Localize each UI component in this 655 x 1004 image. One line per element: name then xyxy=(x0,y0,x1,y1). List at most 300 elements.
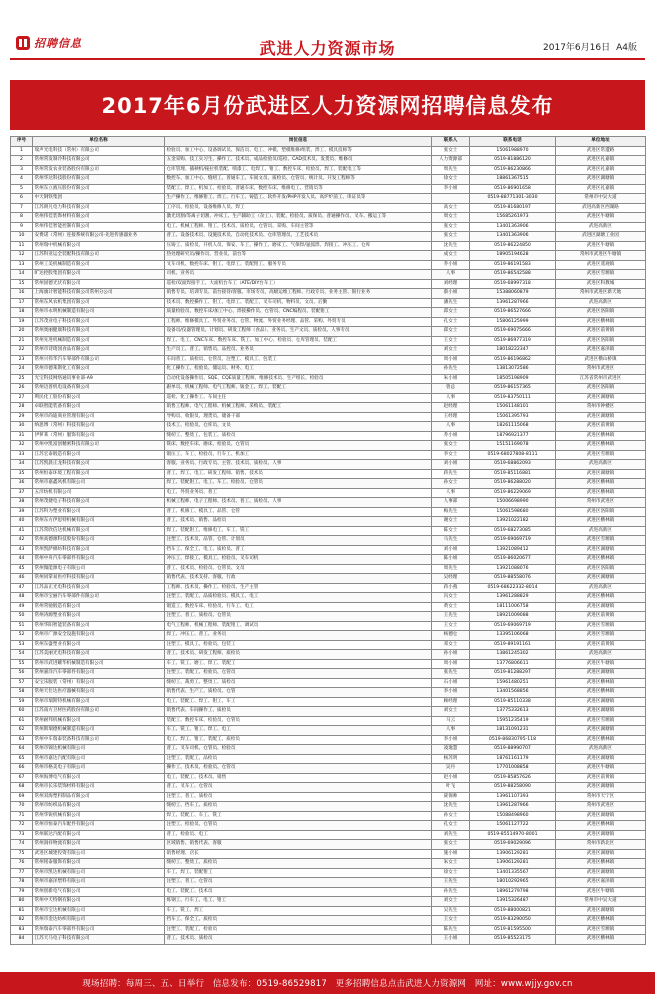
position-info: 缝纫工、裁剪工、整烫工、质检员 xyxy=(165,678,432,688)
contact-person: 乔小姐 xyxy=(432,431,470,441)
logo-text: 招聘信息 xyxy=(34,37,82,50)
table-row xyxy=(11,251,646,261)
company-address: 常州市武进区 xyxy=(556,498,646,508)
row-number: 74 xyxy=(11,840,33,850)
company-address: 武进区横林镇 xyxy=(556,688,646,698)
company-address: 武进区遥观镇 xyxy=(556,260,646,270)
contact-person: 高女士 xyxy=(432,203,470,213)
contact-person: 人事部 xyxy=(432,498,470,508)
contact-phone: 15088498960 xyxy=(470,811,556,821)
contact-person: 人事 xyxy=(432,422,470,432)
contact-person: 李小姐 xyxy=(432,184,470,194)
contact-phone: 18505198909 xyxy=(470,374,556,384)
company-name: 常州市金达纺织有限公司 xyxy=(33,916,165,926)
company-address: 常州市中吴大道 xyxy=(556,897,646,907)
contact-person: 刘小姐 xyxy=(432,460,470,470)
company-address: 武进区雪堰镇 xyxy=(556,270,646,280)
company-address: 武进区湖塘镇 xyxy=(556,574,646,584)
position-info: 电工、装配工、技术员 xyxy=(165,887,432,897)
table-row xyxy=(11,602,646,612)
contact-phone: 0519-85857626 xyxy=(470,773,556,783)
position-info: 质量检验员、数控车床/加工中心、焊接操作员、仓管员、CNC编程员、装配钳工 xyxy=(165,308,432,318)
company-address: 武进区牛塘镇 xyxy=(556,887,646,897)
row-number: 59 xyxy=(11,697,33,707)
company-name: 常州常驰锻造有限公司 xyxy=(33,602,165,612)
table-row xyxy=(11,393,646,403)
position-info: 焊工、装配钳工、电工、车工、检验员、仓管员 xyxy=(165,479,432,489)
contact-person: 王女士 xyxy=(432,916,470,926)
company-name: 武进区城建投资有限公司 xyxy=(33,849,165,859)
contact-phone: 15806125999 xyxy=(470,317,556,327)
contact-phone: 13906129281 xyxy=(470,859,556,869)
row-number: 72 xyxy=(11,821,33,831)
company-name: 江苏科为塑业有限公司 xyxy=(33,507,165,517)
contact-phone: 13961287966 xyxy=(470,298,556,308)
position-info: 普工、叉车工、仓管员 xyxy=(165,783,432,793)
row-number: 76 xyxy=(11,859,33,869)
company-name: 常州恒泰环境工程有限公司 xyxy=(33,469,165,479)
company-address: 武进高新区 xyxy=(556,298,646,308)
contact-person: 沈先生 xyxy=(432,802,470,812)
company-name: 常州市尚迪商业管理有限公司 xyxy=(33,412,165,422)
contact-phone: 13401335567 xyxy=(470,868,556,878)
contact-person: 周先生 xyxy=(432,165,470,175)
table-row xyxy=(11,536,646,546)
contact-phone: 15151169078 xyxy=(470,441,556,451)
footer-text: 现场招聘：每周三、五、日举行 信息发布：0519-86529817 更多招聘信息点击武进人力资源网 网址：www.wjjy.gov.cn xyxy=(82,979,573,989)
position-info: 冲压工、焊接工、模具工、检验员、叉车司机 xyxy=(165,555,432,565)
company-address: 武进区横山桥镇 xyxy=(556,355,646,365)
table-row xyxy=(11,308,646,318)
row-number: 8 xyxy=(11,213,33,223)
contact-phone: 0519-86527666 xyxy=(470,308,556,318)
company-name: 安费诺（常州）连接系统有限公司-先进传感器业务 xyxy=(33,232,165,242)
table-row xyxy=(11,897,646,907)
position-info: 区域销售、销售代表、客服 xyxy=(165,840,432,850)
header-positions: 岗位信息 xyxy=(165,137,432,147)
contact-person: 王先生 xyxy=(432,878,470,888)
company-address: 武进区雪堰镇 xyxy=(556,450,646,460)
contact-person: 凌逸慧 xyxy=(432,745,470,755)
row-number: 4 xyxy=(11,175,33,185)
table-row xyxy=(11,640,646,650)
company-name: 常州高德源科技股份有限公司 xyxy=(33,536,165,546)
contact-phone: 13915326487 xyxy=(470,897,556,907)
company-address: 武进区湖塘镇 xyxy=(556,783,646,793)
contact-person: 吴经理 xyxy=(432,574,470,584)
table-row xyxy=(11,726,646,736)
contact-phone: 0519-81595500 xyxy=(470,925,556,935)
company-name: 常州瑞中机械有限公司 xyxy=(33,241,165,251)
company-address: 武进区湖塘工业园 xyxy=(556,232,646,242)
position-info: 客服、业务员、行政专员、主管、技术员、质检员、人事 xyxy=(165,460,432,470)
contact-person: 石小姐 xyxy=(432,678,470,688)
position-info: 注塑工、装配工、品质检验员、模具工、电工 xyxy=(165,593,432,603)
row-number: 78 xyxy=(11,878,33,888)
company-name: 常州先进机械制造有限公司 xyxy=(33,336,165,346)
contact-person: 梅先生 xyxy=(432,507,470,517)
company-name: 常州东盛塑业有限公司 xyxy=(33,640,165,650)
contact-person: 陈先生 xyxy=(432,925,470,935)
row-number: 9 xyxy=(11,222,33,232)
company-address: 常州市钟楼区 xyxy=(556,403,646,413)
position-info: 普工、技术员、质检员 xyxy=(165,935,432,945)
company-name: 伊萝莱（常州）服饰有限公司 xyxy=(33,431,165,441)
company-name: 旷达控股集团有限公司 xyxy=(33,270,165,280)
contact-phone: 18010292965 xyxy=(470,878,556,888)
table-row xyxy=(11,735,646,745)
row-number: 49 xyxy=(11,602,33,612)
company-address: 常州市中吴大道 xyxy=(556,194,646,204)
position-info: 车间普工、质检员、仓管员、注塑工、模具工、包装工 xyxy=(165,355,432,365)
company-name: 瑞声光电科技（常州）有限公司 xyxy=(33,146,165,156)
contact-person: 人事 xyxy=(432,393,470,403)
position-info: 生产员工、普工、销售员、品控员、业务员 xyxy=(165,346,432,356)
contact-phone: 0519-68997318 xyxy=(470,279,556,289)
company-address: 武进区雪堰镇 xyxy=(556,536,646,546)
position-info: 缝纫工、整烫工、质检员 xyxy=(165,859,432,869)
job-table-wrap xyxy=(10,136,645,945)
company-name: 常州奥丽健康科技有限公司 xyxy=(33,327,165,337)
company-address: 武进区横林镇 xyxy=(556,678,646,688)
company-name: 常州市永明机械制造有限公司 xyxy=(33,308,165,318)
position-info: 技术员、数控操作工、钳工、电焊工、装配工、叉车司机、物料员、文员、后勤 xyxy=(165,298,432,308)
table-row xyxy=(11,545,646,555)
company-name: 常州市宝达机械有限公司 xyxy=(33,906,165,916)
company-name: 常州凯萨棉纺科技有限公司 xyxy=(33,545,165,555)
company-name: 卓联智能装备有限公司 xyxy=(33,403,165,413)
issue-page: A4版 xyxy=(616,43,637,53)
row-number: 61 xyxy=(11,716,33,726)
contact-phone: 0519-88558076 xyxy=(470,574,556,584)
position-info: 机械工程师、电子工程师、技术员、普工、质检员、人事 xyxy=(165,498,432,508)
position-info: 电工、外贸业务员、普工 xyxy=(165,488,432,498)
table-row xyxy=(11,365,646,375)
contact-person: 邱女士 xyxy=(432,327,470,337)
company-name: 常州市长乐装饰材料有限公司 xyxy=(33,783,165,793)
table-row xyxy=(11,403,646,413)
row-number: 60 xyxy=(11,707,33,717)
row-number: 52 xyxy=(11,631,33,641)
company-name: 常州市德莱斯化工有限公司 xyxy=(33,365,165,375)
contact-phone: 13861245302 xyxy=(470,650,556,660)
table-row xyxy=(11,327,646,337)
contact-person: 人力资源部 xyxy=(432,156,470,166)
company-name: 常州市武进耀华机械制造有限公司 xyxy=(33,659,165,669)
contact-person: 成女士 xyxy=(432,251,470,261)
position-info: 注塑工、普工、质检员 xyxy=(165,792,432,802)
company-address: 武进区牛塘镇 xyxy=(556,659,646,669)
contact-person: 陈女士 xyxy=(432,526,470,536)
company-name: 常州同掌易医疗科技有限公司 xyxy=(33,574,165,584)
position-info: 普工、叉车司机、仓管员、检验员 xyxy=(165,745,432,755)
contact-person: 李女士 xyxy=(432,450,470,460)
masthead-rule xyxy=(10,58,645,60)
contact-person: 王女士 xyxy=(432,336,470,346)
contact-person: 人事 xyxy=(432,726,470,736)
table-row xyxy=(11,878,646,888)
position-info: 电工、装配工、技术员、销售 xyxy=(165,773,432,783)
contact-person: 刘先生 xyxy=(432,830,470,840)
header-row xyxy=(11,137,646,147)
contact-person: 孙先生 xyxy=(432,887,470,897)
company-name: 江苏凯晨正龙科技有限公司 xyxy=(33,460,165,470)
position-info: 焊工、冲压工、普工、业务员 xyxy=(165,631,432,641)
company-address: 武进区湖塘镇 xyxy=(556,726,646,736)
row-number: 50 xyxy=(11,612,33,622)
position-info: 激光切割/等离子切割、冲床工、生产辅助工（杂工）、装配、检验员、质保员、普通操作员、叉车、搬运工等 xyxy=(165,213,432,223)
position-info: 工程师、维修模具工、外贸业务员、仓管、物流、外贸业务经理、品管、采购、外贸专员 xyxy=(165,317,432,327)
row-number: 3 xyxy=(11,165,33,175)
company-address: 常州市武进区牛塘镇 xyxy=(556,251,646,261)
company-name: 江苏品正光电科技有限公司 xyxy=(33,583,165,593)
row-number: 28 xyxy=(11,403,33,413)
table-row xyxy=(11,450,646,460)
contact-phone: 17701008858 xyxy=(470,764,556,774)
header-address: 单位地址 xyxy=(556,137,646,147)
row-number: 5 xyxy=(11,184,33,194)
position-info: 技术工、检验员、仓库员、文员 xyxy=(165,422,432,432)
header-no: 序号 xyxy=(11,137,33,147)
company-address: 武进区横林镇 xyxy=(556,441,646,451)
company-name: 利民化工股份有限公司 xyxy=(33,393,165,403)
position-info: 销售代表、车间操作工、质检员 xyxy=(165,707,432,717)
header-contact: 联系人 xyxy=(432,137,470,147)
row-number: 36 xyxy=(11,479,33,489)
company-name: 上海旗计智能科技有限公司常州分公司 xyxy=(33,289,165,299)
position-info: 电气工程师、机械工程师、装配钳工、调试员 xyxy=(165,621,432,631)
contact-phone: 18018222347 xyxy=(470,346,556,356)
contact-person: 王经理 xyxy=(432,412,470,422)
contact-person: 孔女士 xyxy=(432,821,470,831)
table-row xyxy=(11,849,646,859)
row-number: 48 xyxy=(11,593,33,603)
contact-phone: 0519-86191583 xyxy=(470,260,556,270)
table-row xyxy=(11,773,646,783)
contact-phone: 0519-88771301-3030 xyxy=(470,194,556,204)
table-row xyxy=(11,384,646,394)
contact-person: 邓女士 xyxy=(432,640,470,650)
table-row xyxy=(11,213,646,223)
table-row xyxy=(11,821,646,831)
contact-person: 杨苏明 xyxy=(432,754,470,764)
company-name: 江苏南方卫材医药股份有限公司 xyxy=(33,707,165,717)
position-info: 销售代表、生产工、质检员、仓管 xyxy=(165,688,432,698)
company-name: 常州茂捷电子科技有限公司 xyxy=(33,498,165,508)
row-number: 34 xyxy=(11,460,33,470)
company-name: 光宝科技网络通讯事业部-A9 xyxy=(33,374,165,384)
contact-person: 杨德仓 xyxy=(432,631,470,641)
contact-person xyxy=(432,194,470,204)
position-info: 缝纫工、挡车工、质检员 xyxy=(165,802,432,812)
position-info: 注塑工、普工、质检员、仓管员 xyxy=(165,612,432,622)
row-number: 17 xyxy=(11,298,33,308)
contact-phone: 18905194628 xyxy=(470,251,556,261)
table-row xyxy=(11,374,646,384)
contact-phone: 0519-68027808-8111 xyxy=(470,450,556,460)
contact-person: 周小姐 xyxy=(432,659,470,669)
company-address: 武进区牛塘镇 xyxy=(556,213,646,223)
table-row xyxy=(11,650,646,660)
table-row xyxy=(11,270,646,280)
contact-phone: 13921022182 xyxy=(470,517,556,527)
contact-person: 徐女士 xyxy=(432,868,470,878)
table-row xyxy=(11,783,646,793)
company-address: 武进区湖塘镇 xyxy=(556,545,646,555)
company-address: 武进高新区西湖路 xyxy=(556,203,646,213)
company-name: 常州华达科技股份有限公司 xyxy=(33,175,165,185)
table-row xyxy=(11,631,646,641)
contact-phone: 13921089412 xyxy=(470,545,556,555)
contact-phone: 18261115068 xyxy=(470,422,556,432)
row-number: 22 xyxy=(11,346,33,356)
row-number: 82 xyxy=(11,916,33,926)
company-address: 常州市武进区 xyxy=(556,802,646,812)
company-name: 常州市格美电子有限公司 xyxy=(33,764,165,774)
contact-phone: 18796921377 xyxy=(470,431,556,441)
table-row xyxy=(11,507,646,517)
contact-phone: 0519-88990707 xyxy=(470,745,556,755)
table-row xyxy=(11,574,646,584)
company-name: 中天钢铁集团 xyxy=(33,194,165,204)
contact-phone: 13961107393 xyxy=(470,792,556,802)
company-name: 常州涛源塑业有限公司 xyxy=(33,612,165,622)
contact-phone: 0519-68862093 xyxy=(470,460,556,470)
company-address: 武进区横林镇 xyxy=(556,317,646,327)
contact-phone: 0519-88258090 xyxy=(470,783,556,793)
position-info: 压铸工、质检员、开机人员、保安、车工、操作工、磨床工、气保焊/氩弧焊、焊接工、冲压工、仓库 xyxy=(165,241,432,251)
company-address: 武进区洛阳镇 xyxy=(556,336,646,346)
position-info: 普工、技术员、研发工程师、质检员 xyxy=(165,650,432,660)
company-name: 常州常发农业装备股份有限公司 xyxy=(33,165,165,175)
position-info: 注塑工、普工、仓管员 xyxy=(165,878,432,888)
table-row xyxy=(11,431,646,441)
company-address: 武进区横林镇 xyxy=(556,555,646,565)
company-name: 常州伟佳装饰材料有限公司 xyxy=(33,213,165,223)
company-name: 常州东方伊思特机械有限公司 xyxy=(33,517,165,527)
company-name: 常州斯瑞德机械制造有限公司 xyxy=(33,726,165,736)
row-number: 38 xyxy=(11,498,33,508)
company-address: 武进区雪堰镇 xyxy=(556,621,646,631)
company-address: 武进区湖塘镇 xyxy=(556,602,646,612)
company-address: 武进区前黄镇 xyxy=(556,612,646,622)
contact-phone: 18111006758 xyxy=(470,602,556,612)
company-address: 武进区湖塘镇 xyxy=(556,669,646,679)
position-info: 缝纫工、整烫工、包装工、质检员 xyxy=(165,431,432,441)
company-name: 常州中凯富创精密科技有限公司 xyxy=(33,441,165,451)
contact-phone: 0519-68622332-8014 xyxy=(470,583,556,593)
table-row xyxy=(11,612,646,622)
company-name: 常州瑞泰汽车零部件有限公司 xyxy=(33,925,165,935)
contact-person: 蒋小燕 xyxy=(432,583,470,593)
footer-bar xyxy=(0,972,655,994)
contact-phone: 0519-86830795-118 xyxy=(470,735,556,745)
row-number: 27 xyxy=(11,393,33,403)
company-address: 武进区湖塘镇 xyxy=(556,393,646,403)
row-number: 55 xyxy=(11,659,33,669)
position-info: 检验员、加工中心、设备调试员、保洁员、电工、冲模、塑模维修/组装、焊工、模具技师等 xyxy=(165,146,432,156)
contact-phone: 0519-86977319 xyxy=(470,336,556,346)
row-number: 43 xyxy=(11,545,33,555)
table-row xyxy=(11,669,646,679)
contact-phone: 15006698990 xyxy=(470,498,556,508)
contact-phone: 13776806611 xyxy=(470,659,556,669)
row-number: 16 xyxy=(11,289,33,299)
row-number: 37 xyxy=(11,488,33,498)
company-address: 武进区湖塘镇 xyxy=(556,697,646,707)
contact-phone: 0519-86020677 xyxy=(470,555,556,565)
position-info: 电工、机械工程师、钳工、技术员、质检员、仓管员、采购、车间主管等 xyxy=(165,222,432,232)
company-address: 武进区常遭路 xyxy=(556,146,646,156)
position-info: 仓库管理、插秧机/拖拉机装配、喷漆工、电焊工、钳工、数控车床、检验员、焊工、装配电工等 xyxy=(165,165,432,175)
row-number: 1 xyxy=(11,146,33,156)
contact-phone: 0519-86229069 xyxy=(470,488,556,498)
contact-person: 张女士 xyxy=(432,222,470,232)
contact-phone: 13961288829 xyxy=(470,593,556,603)
company-name: 五洋纺机有限公司 xyxy=(33,488,165,498)
position-info: 导购员、收银员、理货员、储备干部 xyxy=(165,412,432,422)
position-info: 普工、焊工、电工、研发工程师、销售、技术员 xyxy=(165,469,432,479)
company-address: 江苏省常州市武进区 xyxy=(556,374,646,384)
company-address: 武进高新区 xyxy=(556,460,646,470)
position-info: 装配工、焊工、机加工、检验员、普通车床、数控车床、维修电工、营销员等 xyxy=(165,184,432,194)
position-info: 化工操作工、检验员、储运员、财务、电工 xyxy=(165,365,432,375)
row-number: 47 xyxy=(11,583,33,593)
table-row xyxy=(11,488,646,498)
company-name: 常州市恒泰汽车配件有限公司 xyxy=(33,821,165,831)
header-company: 单位名称 xyxy=(33,137,165,147)
company-name: 江苏科亚运全装配科技有限公司 xyxy=(33,251,165,261)
position-info: 电工、焊工、钳工、装配工、质检员 xyxy=(165,735,432,745)
company-address: 武进区横林镇 xyxy=(556,821,646,831)
position-info: 司机、业务员 xyxy=(165,270,432,280)
company-address: 武进区礼嘉镇 xyxy=(556,156,646,166)
table-row xyxy=(11,517,646,527)
contact-phone: 15388060879 xyxy=(470,289,556,299)
position-info: 自动化设备操作员、SQE、CQE质量工程师、维修技术员、生产组长、检验员 xyxy=(165,374,432,384)
table-row xyxy=(11,469,646,479)
contact-phone: 0519-89191161 xyxy=(470,640,556,650)
table-row xyxy=(11,498,646,508)
contact-person: 周女士 xyxy=(432,213,470,223)
position-info: 注塑工、装配工、检验员、仓管员 xyxy=(165,669,432,679)
company-name: 常州微能源电子有限公司 xyxy=(33,564,165,574)
position-info: 操作工、技术员、检验员、仓管员 xyxy=(165,764,432,774)
contact-person: 李小姐 xyxy=(432,688,470,698)
contact-phone: 0519-69075666 xyxy=(470,327,556,337)
row-number: 53 xyxy=(11,640,33,650)
row-number: 57 xyxy=(11,678,33,688)
company-address: 武进区牛塘镇 xyxy=(556,764,646,774)
company-address: 武进高新区 xyxy=(556,222,646,232)
row-number: 45 xyxy=(11,564,33,574)
contact-person: 张先生 xyxy=(432,669,470,679)
contact-person: 冯女士 xyxy=(432,593,470,603)
position-info: 焊工、电工、CNC车床、数控车床、铣工、加工中心、检验员、仓库管理员、装配工 xyxy=(165,336,432,346)
position-info: 注塑工、装配工、品检员 xyxy=(165,754,432,764)
company-address: 武进区湖塘镇 xyxy=(556,868,646,878)
row-number: 11 xyxy=(11,241,33,251)
contact-person: 张女士 xyxy=(432,441,470,451)
position-info: 普工、设备技术员、设施技术员、自动化技术员、仓库管理员、工艺技术员 xyxy=(165,232,432,242)
table-row xyxy=(11,346,646,356)
company-name: 常州华阳智能装备有限公司 xyxy=(33,621,165,631)
position-info: 炼钢工、行车工、电工、钳工 xyxy=(165,897,432,907)
row-number: 15 xyxy=(11,279,33,289)
position-info: 生产操作工、维修钳工、焊工、行车工、铸造工、软件开发/PHP开发人员、高炉炉前工、串证员等 xyxy=(165,194,432,204)
row-number: 79 xyxy=(11,887,33,897)
row-number: 29 xyxy=(11,412,33,422)
